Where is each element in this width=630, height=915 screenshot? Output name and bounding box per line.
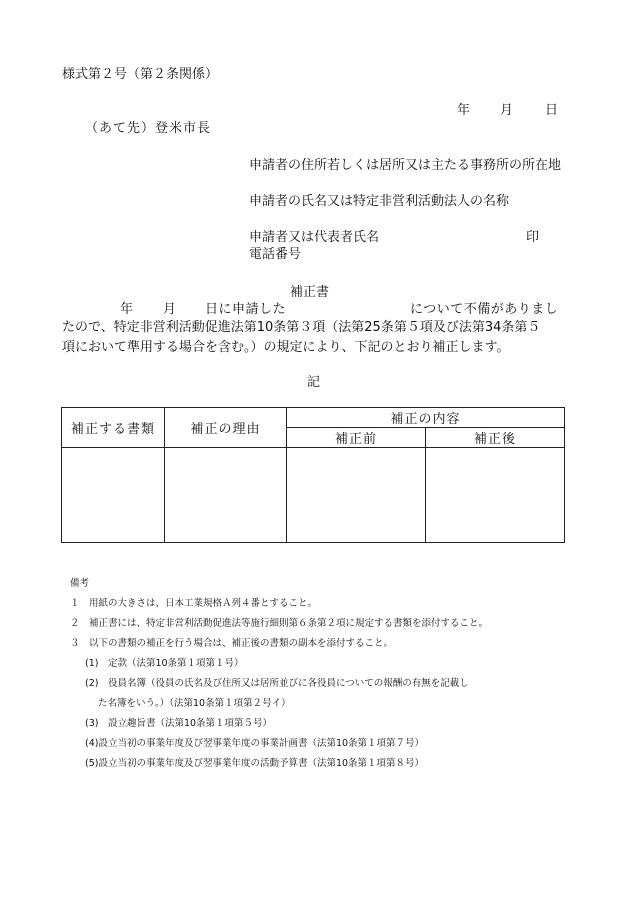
date-year: 年 xyxy=(457,103,471,118)
correction-table xyxy=(61,407,565,543)
notes-heading: 備考 xyxy=(70,578,90,589)
seal-mark: 印 xyxy=(526,230,540,245)
date-day: 日 xyxy=(545,103,559,118)
form-number: 様式第２号（第２条関係） xyxy=(62,67,219,82)
note-subitem: (2) 役員名簿（役員の氏名及び住所又は居所並びに各役員についての報酬の有無を記載し xyxy=(85,678,469,689)
header-before: 補正前 xyxy=(287,428,426,448)
note-subitem: (3) 設立趣旨書（法第10条第１項第５号） xyxy=(85,718,273,729)
header-reason: 補正の理由 xyxy=(165,408,287,448)
note-subitem: (5)設立当初の事業年度及び翌事業年度の活動予算書（法第10条第１項第８号） xyxy=(85,758,425,769)
body-line1-tail: について不備がありまし xyxy=(410,302,559,317)
body-year: 年 xyxy=(120,302,134,317)
representative-name-label: 申請者又は代表者氏名 xyxy=(249,230,380,245)
document-title: 補正書 xyxy=(290,285,330,300)
applicant-name-label: 申請者の氏名又は特定非営利活動法人の名称 xyxy=(249,194,510,209)
body-line3: 項において準用する場合を含む。）の規定により、下記のとおり補正します。 xyxy=(62,340,510,355)
cell-before[interactable] xyxy=(287,448,426,543)
ki-heading: 記 xyxy=(307,375,321,390)
note-item: ２ 補正書には、特定非営利活動促進法等施行細則第６条第２項に規定する書類を添付すること。 xyxy=(70,618,489,629)
date-month: 月 xyxy=(500,103,514,118)
cell-documents[interactable] xyxy=(62,448,165,543)
note-item: ３ 以下の書類の補正を行う場合は、補正後の書類の副本を添付すること。 xyxy=(70,638,394,649)
notes-section xyxy=(70,574,488,774)
note-subitem: (4)設立当初の事業年度及び翌事業年度の事業計画書（法第10条第１項第７号） xyxy=(85,738,425,749)
addressee: （あて先）登米市長 xyxy=(85,121,212,136)
note-subitem: (1) 定款（法第10条第１項第１号） xyxy=(85,658,244,669)
note-subitem-continued: た名簿をいう。）（法第10条第１項第２号イ） xyxy=(98,698,291,709)
body-day-applied: 日に申請した xyxy=(205,302,287,317)
cell-reason[interactable] xyxy=(165,448,287,543)
header-content: 補正の内容 xyxy=(287,408,565,428)
note-item: １ 用紙の大きさは、日本工業規格Ａ列４番とすること。 xyxy=(70,598,318,609)
header-documents: 補正する書類 xyxy=(62,408,165,448)
body-line2: たので、特定非営利活動促進法第10条第３項（法第25条第５項及び法第34条第５ xyxy=(62,320,541,335)
applicant-address-label: 申請者の住所若しくは居所又は主たる事務所の所在地 xyxy=(249,158,562,173)
header-after: 補正後 xyxy=(426,428,565,448)
phone-label: 電話番号 xyxy=(249,247,302,262)
cell-after[interactable] xyxy=(426,448,565,543)
body-month: 月 xyxy=(163,302,177,317)
